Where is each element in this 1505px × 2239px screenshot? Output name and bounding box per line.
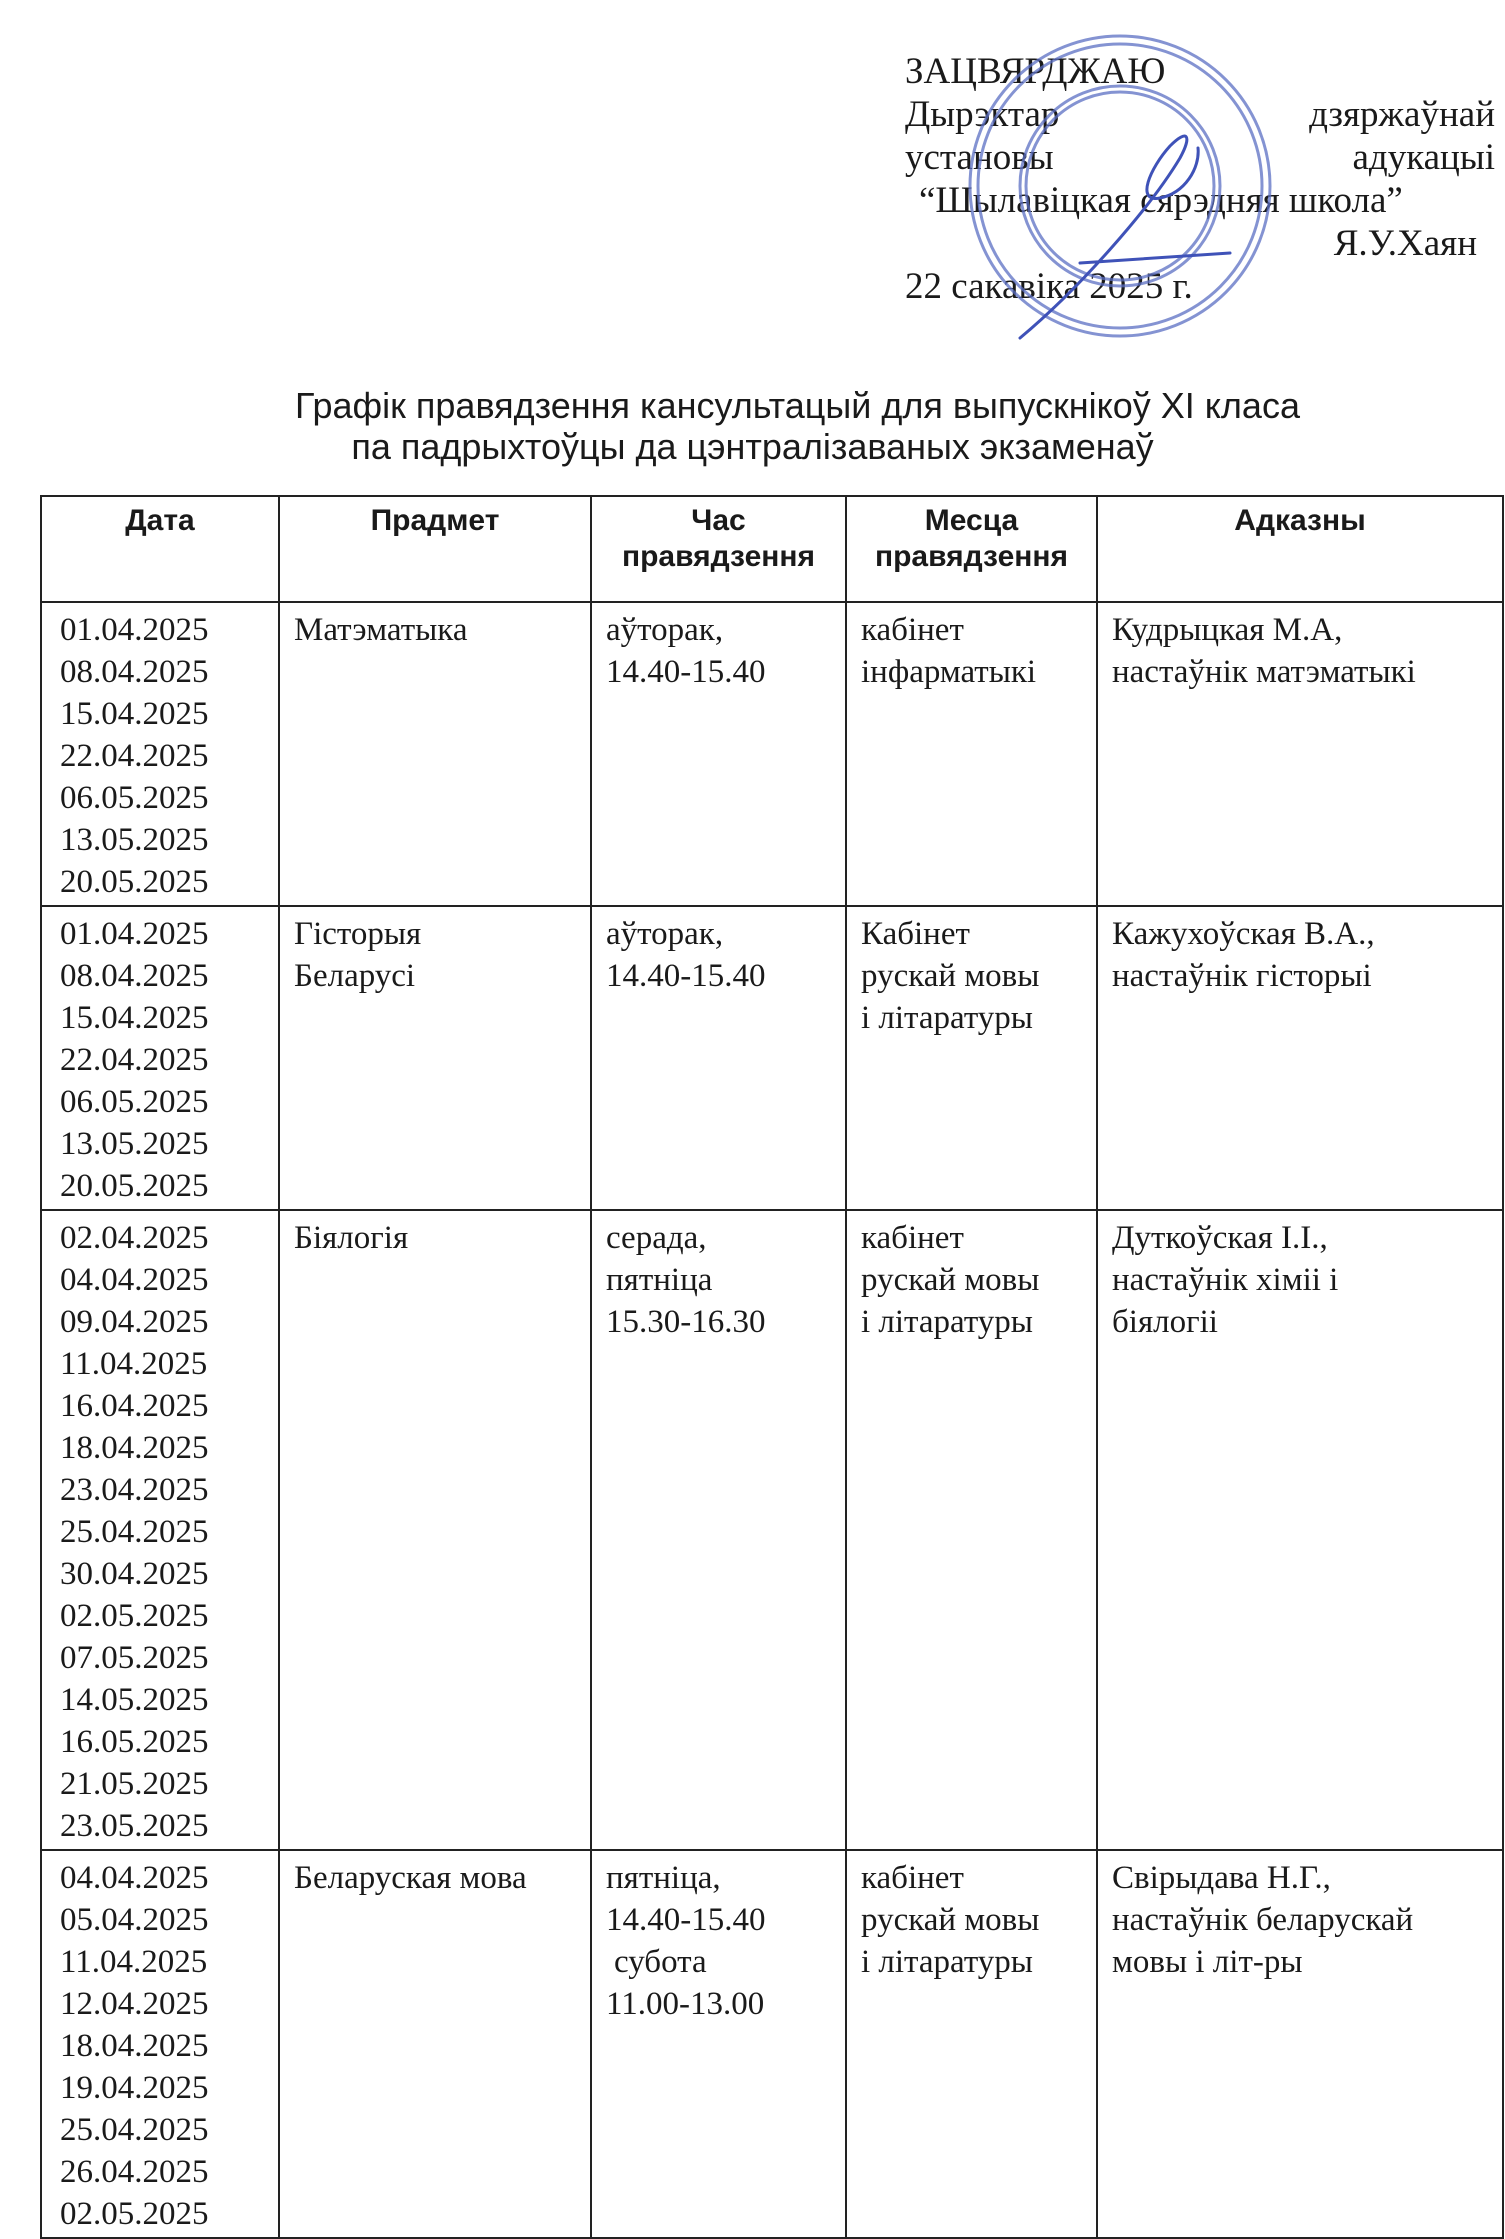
subject-line: Біялогія xyxy=(294,1220,409,1256)
date-line: 04.04.2025 xyxy=(60,1860,209,1896)
subject-line: Беларусі xyxy=(294,958,416,994)
time-line: пятніца xyxy=(606,1262,713,1298)
date-line: 20.05.2025 xyxy=(60,1168,209,1204)
approval-education-label: адукацыі xyxy=(1352,137,1495,178)
time-cell xyxy=(591,1850,846,2238)
date-line: 23.04.2025 xyxy=(60,1472,209,1508)
responsible-line: Дуткоўская І.І., xyxy=(1112,1220,1328,1256)
date-line: 12.04.2025 xyxy=(60,1986,209,2022)
date-cell xyxy=(41,1210,279,1850)
subject-line: Беларуская мова xyxy=(294,1860,527,1896)
date-line: 06.05.2025 xyxy=(60,1084,209,1120)
place-cell xyxy=(846,602,1097,906)
responsible-line: настаўнік хіміі і xyxy=(1112,1262,1339,1298)
date-line: 04.04.2025 xyxy=(60,1262,209,1298)
date-cell xyxy=(41,1850,279,2238)
date-line: 08.04.2025 xyxy=(60,654,209,690)
responsible-cell xyxy=(1097,602,1503,906)
table-row xyxy=(41,906,1503,1210)
header-responsible: Адказны xyxy=(1097,496,1503,602)
date-cell xyxy=(41,906,279,1210)
subject-cell xyxy=(279,602,591,906)
responsible-cell xyxy=(1097,1210,1503,1850)
date-line: 05.04.2025 xyxy=(60,1902,209,1938)
place-line: і літаратуры xyxy=(861,1944,1033,1980)
date-line: 16.05.2025 xyxy=(60,1724,209,1760)
place-line: інфарматыкі xyxy=(861,654,1037,690)
table-row xyxy=(41,1210,1503,1850)
header-place: Месца правядзення xyxy=(846,496,1097,602)
approval-director-name: Я.У.Хаян xyxy=(1333,223,1477,264)
date-line: 11.04.2025 xyxy=(60,1346,208,1382)
subject-line: Гісторыя xyxy=(294,916,422,952)
place-cell xyxy=(846,1850,1097,2238)
place-line: кабінет xyxy=(861,1860,964,1896)
date-line: 02.04.2025 xyxy=(60,1220,209,1256)
responsible-line: Свірыдава Н.Г., xyxy=(1112,1860,1331,1896)
date-line: 13.05.2025 xyxy=(60,1126,209,1162)
subject-cell xyxy=(279,906,591,1210)
place-line: Кабінет xyxy=(861,916,970,952)
time-line: 15.30-16.30 xyxy=(606,1304,766,1340)
responsible-line: настаўнік беларускай xyxy=(1112,1902,1414,1938)
date-line: 22.04.2025 xyxy=(60,1042,209,1078)
date-line: 02.05.2025 xyxy=(60,1598,209,1634)
date-line: 23.05.2025 xyxy=(60,1808,209,1844)
date-line: 01.04.2025 xyxy=(60,612,209,648)
place-line: і літаратуры xyxy=(861,1304,1033,1340)
date-line: 14.05.2025 xyxy=(60,1682,209,1718)
place-line: рускай мовы xyxy=(861,1902,1040,1938)
header-time: Час правядзення xyxy=(591,496,846,602)
time-line: 14.40-15.40 xyxy=(606,654,766,690)
date-line: 25.04.2025 xyxy=(60,1514,209,1550)
responsible-cell xyxy=(1097,1850,1503,2238)
time-line: серада, xyxy=(606,1220,707,1256)
date-line: 13.05.2025 xyxy=(60,822,209,858)
responsible-line: настаўнік гісторыі xyxy=(1112,958,1372,994)
subject-line: Матэматыка xyxy=(294,612,468,648)
approval-state-label: дзяржаўнай xyxy=(1309,94,1495,135)
place-line: кабінет xyxy=(861,612,964,648)
place-line: рускай мовы xyxy=(861,958,1040,994)
title-line-1: Графік правядзення кансультацый для выпускнікоў XI класа xyxy=(295,385,1300,426)
date-line: 15.04.2025 xyxy=(60,1000,209,1036)
date-line: 18.04.2025 xyxy=(60,1430,209,1466)
approval-director-label: Дырэктар xyxy=(905,94,1060,135)
time-line: 14.40-15.40 xyxy=(606,1902,766,1938)
title-line-2: па падрыхтоўцы да цэнтралізаваных экзаменаў xyxy=(351,426,1154,467)
time-line: субота xyxy=(614,1944,707,1980)
time-line: 11.00-13.00 xyxy=(606,1986,765,2022)
date-line: 02.05.2025 xyxy=(60,2196,209,2232)
date-line: 19.04.2025 xyxy=(60,2070,209,2106)
date-line: 16.04.2025 xyxy=(60,1388,209,1424)
subject-cell xyxy=(279,1210,591,1850)
approval-date: 22 сакавіка 2025 г. xyxy=(905,266,1193,307)
responsible-line: біялогіі xyxy=(1112,1304,1218,1340)
date-line: 20.05.2025 xyxy=(60,864,209,900)
time-cell xyxy=(591,602,846,906)
approval-institution-label: установы xyxy=(905,137,1054,178)
table-body xyxy=(41,602,1503,2238)
responsible-line: настаўнік матэматыкі xyxy=(1112,654,1416,690)
place-cell xyxy=(846,1210,1097,1850)
date-line: 06.05.2025 xyxy=(60,780,209,816)
responsible-line: Кажухоўская В.А., xyxy=(1112,916,1375,952)
subject-cell xyxy=(279,1850,591,2238)
responsible-line: мовы і літ-ры xyxy=(1112,1944,1303,1980)
time-cell xyxy=(591,1210,846,1850)
document-title xyxy=(0,385,1505,467)
time-line: 14.40-15.40 xyxy=(606,958,766,994)
official-stamp xyxy=(930,18,1310,348)
approval-heading: ЗАЦВЯРДЖАЮ xyxy=(905,51,1166,92)
table-row xyxy=(41,602,1503,906)
date-line: 09.04.2025 xyxy=(60,1304,209,1340)
table-row xyxy=(41,1850,1503,2238)
time-line: аўторак, xyxy=(606,612,724,648)
date-line: 08.04.2025 xyxy=(60,958,209,994)
date-line: 18.04.2025 xyxy=(60,2028,209,2064)
place-line: рускай мовы xyxy=(861,1262,1040,1298)
date-cell xyxy=(41,602,279,906)
responsible-cell xyxy=(1097,906,1503,1210)
place-line: кабінет xyxy=(861,1220,964,1256)
date-line: 22.04.2025 xyxy=(60,738,209,774)
date-line: 07.05.2025 xyxy=(60,1640,209,1676)
place-line: і літаратуры xyxy=(861,1000,1033,1036)
date-line: 01.04.2025 xyxy=(60,916,209,952)
date-line: 30.04.2025 xyxy=(60,1556,209,1592)
approval-school-name: “Шылавіцкая сярэдняя школа” xyxy=(919,180,1403,221)
date-line: 21.05.2025 xyxy=(60,1766,209,1802)
place-cell xyxy=(846,906,1097,1210)
date-line: 15.04.2025 xyxy=(60,696,209,732)
header-subject: Прадмет xyxy=(279,496,591,602)
header-date: Дата xyxy=(41,496,279,602)
table-header-row xyxy=(41,496,1503,602)
consultation-schedule-table xyxy=(40,495,1504,2239)
responsible-line: Кудрыцкая М.А, xyxy=(1112,612,1343,648)
time-line: пятніца, xyxy=(606,1860,721,1896)
time-cell xyxy=(591,906,846,1210)
date-line: 26.04.2025 xyxy=(60,2154,209,2190)
date-line: 11.04.2025 xyxy=(60,1944,208,1980)
date-line: 25.04.2025 xyxy=(60,2112,209,2148)
time-line: аўторак, xyxy=(606,916,724,952)
